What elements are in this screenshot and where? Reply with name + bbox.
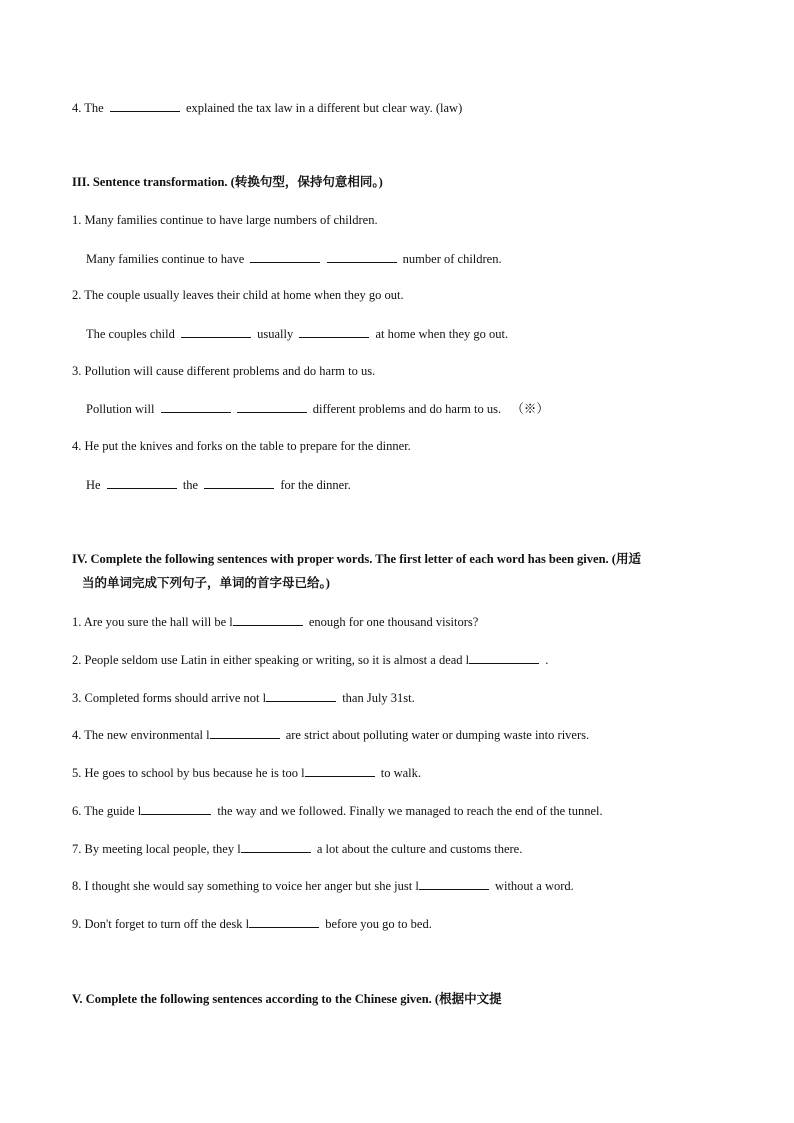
answer-blank[interactable] (181, 325, 251, 338)
answer-blank[interactable] (419, 877, 489, 890)
transform-2-original: 2. The couple usually leaves their child at home when they go out. (72, 288, 404, 302)
question-4-law: 4. The explained the tax law in a different but clear way. (law) (72, 101, 463, 115)
fill-item-7: 7. By meeting local people, they l a lot about the culture and customs there. (72, 842, 523, 856)
transform-2-rewrite: The couples child usually at home when they go out. (86, 327, 509, 341)
answer-blank[interactable] (107, 476, 177, 489)
answer-blank[interactable] (237, 400, 307, 413)
answer-blank[interactable] (233, 613, 303, 626)
fill-item-8: 8. I thought she would say something to voice her anger but she just l without a word. (72, 879, 574, 893)
answer-blank[interactable] (250, 250, 320, 263)
fill-item-1: 1. Are you sure the hall will be l enough for one thousand visitors? (72, 615, 479, 629)
answer-blank[interactable] (299, 325, 369, 338)
answer-blank[interactable] (266, 689, 336, 702)
fill-item-9: 9. Don't forget to turn off the desk l before you go to bed. (72, 917, 432, 931)
transform-1-rewrite: Many families continue to have number of children. (86, 252, 502, 266)
transform-4-original: 4. He put the knives and forks on the table to prepare for the dinner. (72, 439, 411, 453)
transform-1-original: 1. Many families continue to have large numbers of children. (72, 213, 378, 227)
transform-3-rewrite: Pollution will different problems and do harm to us. （※） (86, 402, 549, 416)
reference-mark: （※） (511, 402, 549, 416)
answer-blank[interactable] (161, 400, 231, 413)
section-5-heading: V. Complete the following sentences according to the Chinese given. (根据中文提 (72, 992, 502, 1006)
fill-item-5: 5. He goes to school by bus because he is too l to walk. (72, 766, 422, 780)
section-4-heading-line1: IV. Complete the following sentences with proper words. The first letter of each word has been given. (用适 (72, 552, 641, 566)
answer-blank[interactable] (210, 726, 280, 739)
section-3-heading: III. Sentence transformation. (转换句型，保持句意相同。) (72, 175, 383, 189)
answer-blank[interactable] (241, 840, 311, 853)
fill-item-4: 4. The new environmental l are strict about polluting water or dumping waste into rivers. (72, 728, 590, 742)
section-4-heading-line2: 当的单词完成下列句子，单词的首字母已给。) (82, 576, 330, 590)
answer-blank[interactable] (305, 764, 375, 777)
answer-blank[interactable] (110, 99, 180, 112)
answer-blank[interactable] (327, 250, 397, 263)
answer-blank[interactable] (141, 802, 211, 815)
answer-blank[interactable] (249, 915, 319, 928)
transform-3-original: 3. Pollution will cause different problems and do harm to us. (72, 364, 376, 378)
answer-blank[interactable] (204, 476, 274, 489)
fill-item-3: 3. Completed forms should arrive not l than July 31st. (72, 691, 415, 705)
fill-item-2: 2. People seldom use Latin in either speaking or writing, so it is almost a dead l . (72, 653, 549, 667)
transform-4-rewrite: He the for the dinner. (86, 478, 351, 492)
fill-item-6: 6. The guide l the way and we followed. Finally we managed to reach the end of the tunnel. (72, 804, 603, 818)
answer-blank[interactable] (469, 651, 539, 664)
